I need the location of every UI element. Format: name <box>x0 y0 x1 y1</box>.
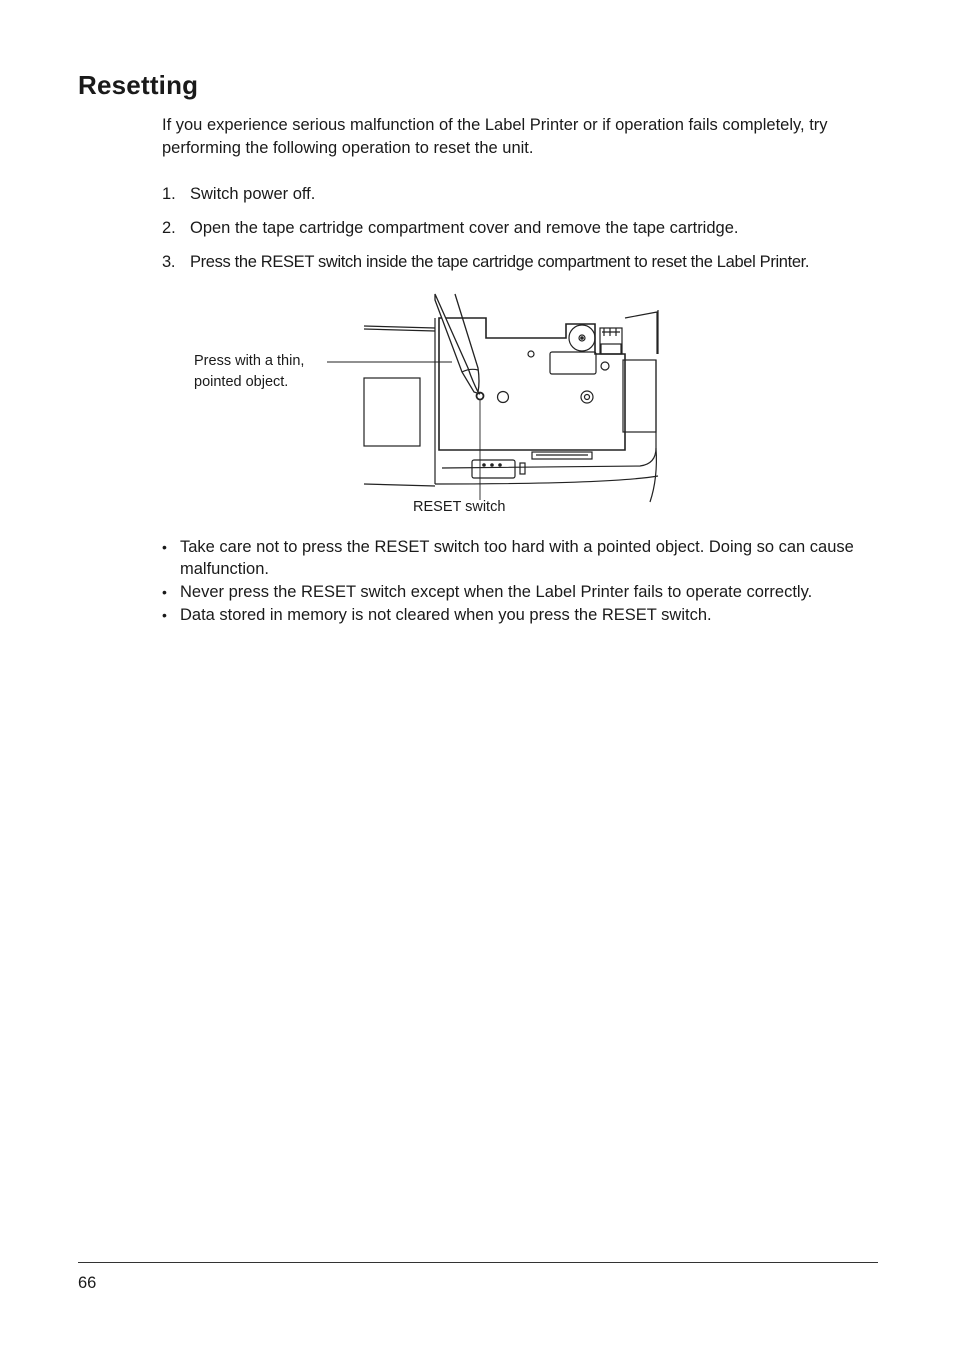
step-item <box>162 217 892 251</box>
step-number: 2. <box>162 219 176 237</box>
note-text: Data stored in memory is not cleared when you press the RESET switch. <box>180 606 712 624</box>
bullet-icon: • <box>162 584 167 600</box>
step-number: 3. <box>162 253 176 271</box>
note-text: Never press the RESET switch except when the Label Printer fails to operate correctly. <box>180 583 813 601</box>
reset-switch-illustration <box>180 288 680 520</box>
step-text: Press the RESET switch inside the tape cartridge compartment to reset the Label Printer. <box>190 253 810 271</box>
bullet-icon: • <box>162 607 167 623</box>
intro-paragraph: If you experience serious malfunction of the Label Printer or if operation fails completely, try performing the following operation to reset the unit. <box>162 116 828 157</box>
page-number: 66 <box>78 1274 97 1292</box>
step-text: Switch power off. <box>190 185 316 203</box>
tape-compartment-drawing <box>180 288 680 520</box>
page-title: Resetting <box>78 70 199 100</box>
reset-steps <box>162 183 892 285</box>
note-text: Take care not to press the RESET switch too hard with a pointed object. Doing so can cause malfunction. <box>180 538 854 578</box>
caution-notes <box>162 536 882 627</box>
step-number: 1. <box>162 185 176 203</box>
note-item <box>162 604 882 626</box>
step-item <box>162 251 892 285</box>
reset-switch-label: RESET switch <box>413 499 506 515</box>
note-item <box>162 581 882 603</box>
step-item <box>162 183 892 217</box>
bullet-icon: • <box>162 539 167 555</box>
step-text: Open the tape cartridge compartment cover and remove the tape cartridge. <box>190 219 739 237</box>
press-callout-label: Press with a thin, pointed object. <box>194 353 305 390</box>
note-item <box>162 536 882 580</box>
footer-divider <box>78 1262 878 1263</box>
